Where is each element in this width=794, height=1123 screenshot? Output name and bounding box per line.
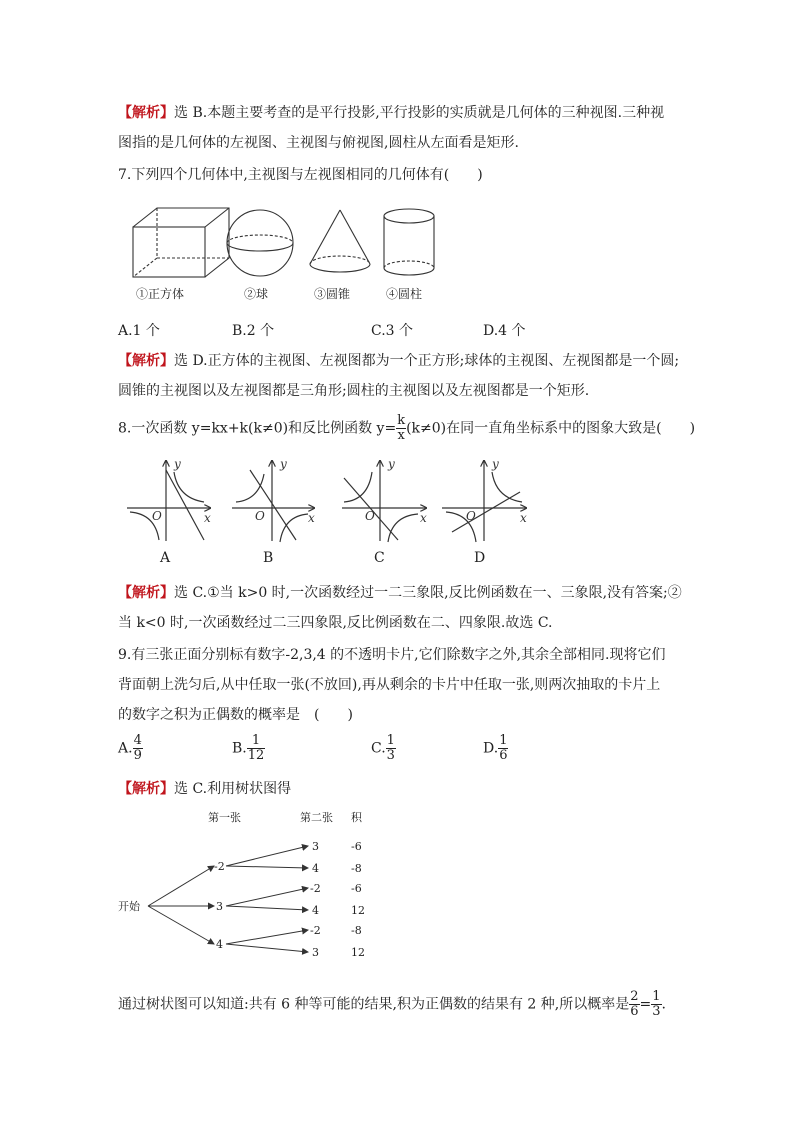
figure-label-cylinder: ④圆柱 xyxy=(386,287,423,301)
graph-d-y-label: y xyxy=(492,457,499,471)
tree-second-1: 3 xyxy=(312,840,319,853)
tree-product-3: -6 xyxy=(351,882,362,895)
q9-conclusion-text: 通过树状图可以知道:共有 6 种等可能的结果,积为正偶数的结果有 2 种,所以概率是 xyxy=(118,996,630,1013)
graph-c-y-label: y xyxy=(388,457,395,471)
tree-second-4: 4 xyxy=(312,904,319,917)
tree-first-1: -2 xyxy=(214,860,225,873)
tree-second-3: -2 xyxy=(310,882,321,895)
q7-option-a: A.1 个 xyxy=(118,323,160,339)
q9-conclusion: 通过树状图可以知道:共有 6 种等可能的结果,积为正偶数的结果有 2 种,所以概率是 $\frac{2}{6}$ = $\frac{1}{3}$ . xyxy=(118,989,666,1019)
graph-a-y-label: y xyxy=(174,457,181,471)
q6-analysis-line2: 图指的是几何体的左视图、主视图与俯视图,圆柱从左面看是矩形. xyxy=(118,135,519,151)
q8-analysis-line1 xyxy=(118,584,682,602)
cylinder-figure xyxy=(384,209,434,275)
graph-a xyxy=(127,461,210,541)
tree-second-2: 4 xyxy=(312,862,319,875)
q9-conclusion-frac1: $\frac{2}{6}$ xyxy=(630,989,639,1019)
q9-option-a: A. $\frac{4}{9}$ xyxy=(118,733,142,763)
graph-d-label: D xyxy=(474,550,486,566)
graph-b-origin: O xyxy=(255,509,265,523)
graph-a-x-label: x xyxy=(204,511,211,525)
graph-b-x-label: x xyxy=(308,511,315,525)
tree-header-second: 第二张 xyxy=(300,811,333,824)
tree-diagram xyxy=(118,806,388,966)
tree-first-3: 4 xyxy=(216,938,223,951)
q7-option-d: D.4 个 xyxy=(483,323,526,339)
q8-analysis-text1: 选 C.①当 k>0 时,一次函数经过一二三象限,反比例函数在一、三象限,没有答案;② xyxy=(174,585,682,601)
graph-d-origin: O xyxy=(466,509,476,523)
q8-stem-part2: (k≠0)在同一直角坐标系中的图象大致是( ) xyxy=(406,420,696,437)
graph-c-origin: O xyxy=(365,509,375,523)
q9-analysis-text1: 选 C.利用树状图得 xyxy=(174,781,292,797)
graph-d xyxy=(442,461,526,542)
q8-stem-part1: 8.一次函数 y=kx+k(k≠0)和反比例函数 y= xyxy=(118,420,397,437)
q7-option-c: C.3 个 xyxy=(371,323,414,339)
q9-option-c: C. $\frac{1}{3}$ xyxy=(371,733,395,763)
graph-c-x-label: x xyxy=(420,511,427,525)
q9-option-d: D. $\frac{1}{6}$ xyxy=(483,733,508,763)
q6-analysis-text1: 选 B.本题主要考查的是平行投影,平行投影的实质就是几何体的三种视图.三种视 xyxy=(174,105,665,121)
analysis-tag: 【解析】 xyxy=(118,105,174,121)
tree-product-4: 12 xyxy=(351,904,365,917)
tree-product-6: 12 xyxy=(351,946,365,959)
tree-product-2: -8 xyxy=(351,862,362,875)
graph-c-label: C xyxy=(374,550,385,566)
analysis-tag: 【解析】 xyxy=(118,781,174,797)
graph-d-x-label: x xyxy=(520,511,527,525)
q7-option-b: B.2 个 xyxy=(232,323,275,339)
graph-b xyxy=(232,461,314,542)
tree-second-6: 3 xyxy=(312,946,319,959)
q8-graphs-figure xyxy=(122,456,532,571)
q9-stem-line3: 的数字之积为正偶数的概率是 ( ) xyxy=(118,707,353,723)
sphere-figure xyxy=(227,210,293,276)
graph-b-label: B xyxy=(263,550,274,566)
q9-analysis-line1 xyxy=(118,780,291,798)
q8-fraction xyxy=(396,414,406,443)
q7-analysis-line1 xyxy=(118,352,679,370)
q9-conclusion-frac2: $\frac{1}{3}$ xyxy=(652,989,661,1019)
tree-header-product: 积 xyxy=(351,811,362,824)
graph-a-label: A xyxy=(160,550,171,566)
q7-analysis-text1: 选 D.正方体的主视图、左视图都为一个正方形;球体的主视图、左视图都是一个圆; xyxy=(174,353,680,369)
tree-start: 开始 xyxy=(118,900,140,913)
tree-second-5: -2 xyxy=(310,924,321,937)
graph-a-origin: O xyxy=(152,509,162,523)
tree-product-5: -8 xyxy=(351,924,362,937)
cone-figure xyxy=(310,210,370,272)
analysis-tag: 【解析】 xyxy=(118,353,174,369)
figure-label-cube: ①正方体 xyxy=(136,287,185,301)
analysis-tag: 【解析】 xyxy=(118,585,174,601)
tree-product-1: -6 xyxy=(351,840,362,853)
q8-fraction-den: x xyxy=(397,428,405,443)
q7-solids-figure xyxy=(120,198,450,308)
q8-stem xyxy=(118,414,695,443)
figure-label-cone: ③圆锥 xyxy=(314,287,351,301)
cube-figure xyxy=(133,208,229,277)
q9-stem-line1: 9.有三张正面分别标有数字-2,3,4 的不透明卡片,它们除数字之外,其余全部相同.现将它们 xyxy=(118,647,666,663)
q6-analysis-line1 xyxy=(118,104,664,122)
q9-stem-line2: 背面朝上洗匀后,从中任取一张(不放回),再从剩余的卡片中任取一张,则两次抽取的卡片上 xyxy=(118,677,661,693)
tree-first-2: 3 xyxy=(216,900,223,913)
graph-c xyxy=(342,461,426,542)
q8-fraction-num: k xyxy=(397,413,406,428)
q9-option-b: B. $\frac{1}{12}$ xyxy=(232,733,265,763)
q7-stem: 7.下列四个几何体中,主视图与左视图相同的几何体有( ) xyxy=(118,167,483,183)
q8-analysis-line2: 当 k<0 时,一次函数经过二三四象限,反比例函数在二、四象限.故选 C. xyxy=(118,615,553,631)
graph-b-y-label: y xyxy=(280,457,287,471)
tree-header-first: 第一张 xyxy=(208,811,241,824)
q7-analysis-line2: 圆锥的主视图以及左视图都是三角形;圆柱的主视图以及左视图都是一个矩形. xyxy=(118,383,590,399)
figure-label-sphere: ②球 xyxy=(244,287,269,301)
